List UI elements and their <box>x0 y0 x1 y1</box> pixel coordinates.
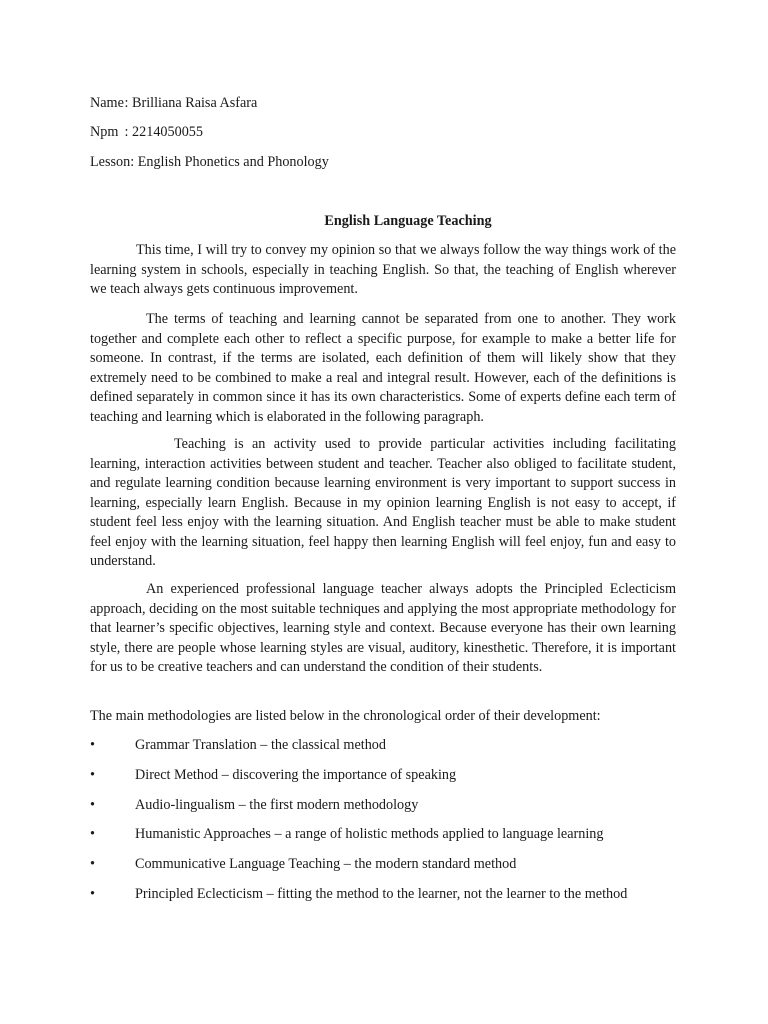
name-value: : Brilliana Raisa Asfara <box>124 95 258 111</box>
npm-label: Npm <box>90 124 119 140</box>
name-label: Name <box>90 95 124 111</box>
list-item-text: Communicative Language Teaching – the modern standard method <box>135 856 517 873</box>
bullet-icon: • <box>90 826 95 843</box>
bullet-icon: • <box>90 885 95 902</box>
paragraph-eclecticism: An experienced professional language teacher always adopts the Principled Eclecticism approach, deciding on the most suitable techniques and applying the most appropriate methodology for that learner’s specific objectives, learning style and context. Because everyone has their own learning style, there are people whose learning styles are visual, auditory, kinesthetic. Therefore, it is important for us to be creative teachers and can understand the condition of their students. <box>90 581 676 675</box>
npm-value: : 2214050055 <box>124 124 203 140</box>
bullet-icon: • <box>90 856 95 873</box>
lesson-line <box>90 153 329 171</box>
bullet-icon: • <box>90 766 95 783</box>
list-item-text: Principled Eclecticism – fitting the method to the learner, not the learner to the method <box>135 885 628 902</box>
bullet-icon: • <box>90 737 95 753</box>
bullet-icon: • <box>90 796 95 813</box>
paragraph-intro: This time, I will try to convey my opinion so that we always follow the way things work of the learning system in schools, especially in teaching English. So that, the teaching of English wherever we teach always gets continuous improvement. <box>90 242 676 297</box>
student-name-line <box>90 94 257 112</box>
paragraph-terms: The terms of teaching and learning cannot be separated from one to another. They work together and complete each other to reflect a specific purpose, for example to make a better life for someone. In contrast, if the terms are isolated, each definition of them will likely show that they extremely need to be combined to make a real and integral result. However, each of the definitions is defined separately in common since it has its own characteristics. Some of experts define each term of teaching and learning which is elaborated in the following paragraph. <box>90 311 676 425</box>
list-item-text: Humanistic Approaches – a range of holistic methods applied to language learning <box>135 826 604 843</box>
list-item-text: Grammar Translation – the classical method <box>135 737 386 753</box>
document-title: English Language Teaching <box>324 213 492 229</box>
methodologies-intro: The main methodologies are listed below in the chronological order of their development: <box>90 708 601 724</box>
paragraph-teaching: Teaching is an activity used to provide particular activities including facilitating learning, interaction activities between student and teacher. Teacher also obliged to facilitate student, and regulate learning condition because learning environment is very important to support success in learning, especially learn English. Because in my opinion learning English is not easy to accept, if student feel less enjoy with the learning situation. And English teacher must be able to make student feel enjoy with the learning situation, feel happy then learning English will feel enjoy, fun and easy to understand. <box>90 436 676 569</box>
lesson-label: Lesson <box>90 154 131 170</box>
list-item-text: Direct Method – discovering the importance of speaking <box>135 766 457 783</box>
student-npm-line <box>90 123 203 141</box>
lesson-value: : English Phonetics and Phonology <box>130 154 329 170</box>
list-item-text: Audio-lingualism – the first modern methodology <box>135 796 419 813</box>
